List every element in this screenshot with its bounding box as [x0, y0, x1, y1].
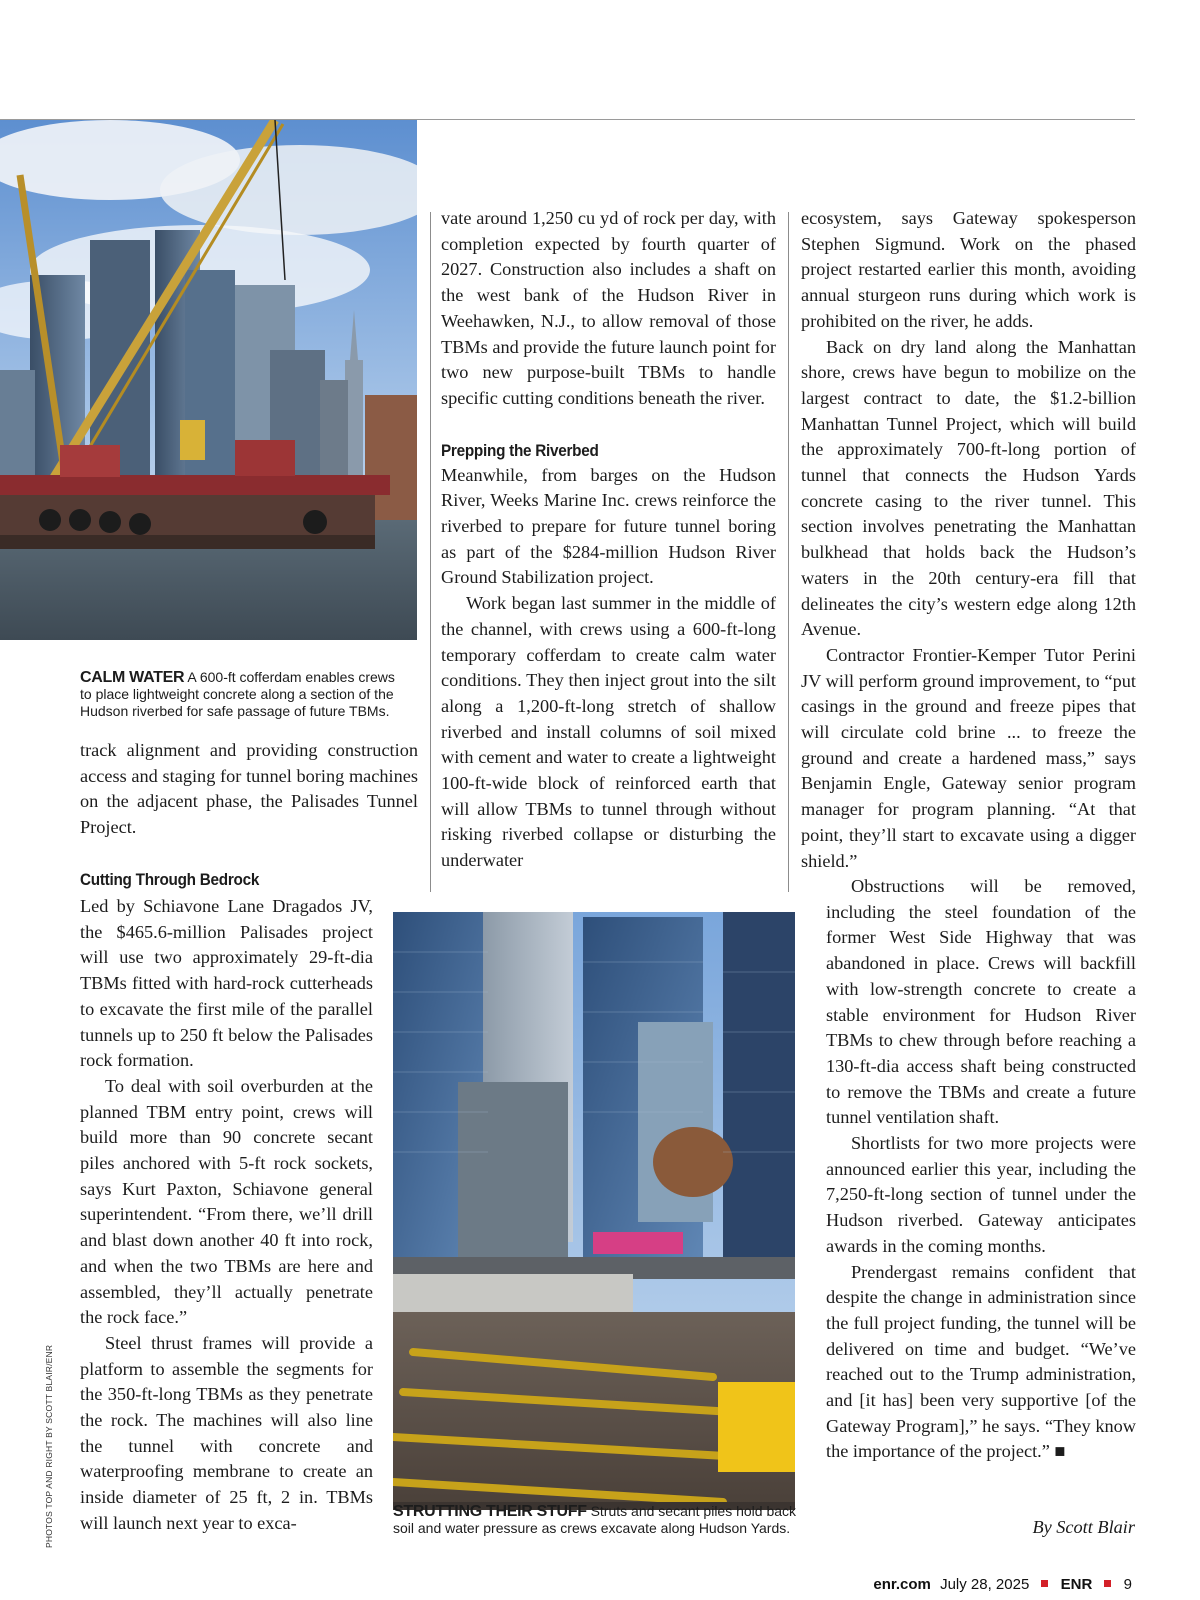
column-1-narrow [80, 894, 373, 1537]
paragraph: Contractor Frontier-Kemper Tutor Perini JV will perform ground improvement, to “put casings in the ground and freeze pipes that will circulate cold brine ... to freeze the ground and create a hardened mass,” says Benjamin Engle, Gateway senior program manager for program planning. “At that point, they’ll start to excavate using a digger shield.” [801, 644, 1136, 871]
photo-strutting-image [393, 912, 795, 1510]
paragraph: To deal with soil overburden at the planned TBM entry point, crews will build more than 90 concrete secant piles anchored with 5-ft rock sockets, says Kurt Paxton, Schiavone general superintendent. “From there, we’ll drill and blast down another 40 ft into rock, and when the two TBMs are here and assembled, they’ll actually penetrate the rock face.” [80, 1075, 373, 1328]
page-number: 9 [1123, 1576, 1132, 1593]
caption-strutting [393, 1503, 813, 1537]
paragraph: Back on dry land along the Manhattan shore, crews have begun to mobilize on the largest contract to date, the $1.2-billion Manhattan Tunnel Project, which will build the approximately 700-ft-long portion of tunnel that connects the Hudson Yards concrete casing to the river tunnel. This section involves penetrating the Manhattan bulkhead that holds back the Hudson’s waters in the 20th century-era fill that delineates the city’s western edge along 12th Avenue. [801, 336, 1136, 640]
paragraph: Work began last summer in the middle of the channel, with crews using a 600-ft-long temporary cofferdam to create calm water conditions. They then inject grout into the silt along a 1,200-ft-long stretch of shallow riverbed and install columns of soil mixed with cement and water to create a lightweight 100-ft-wide block of reinforced earth that will allow TBMs to tunnel through without risking riverbed collapse or disturbing the underwater [441, 593, 776, 871]
caption-text: Struts and secant piles hold back soil and water pressure as crews excavate along Hudson Yards. [393, 1503, 797, 1536]
square-bullet-icon [1041, 1580, 1048, 1587]
paragraph: Obstructions will be removed, including the steel foundation of the former West Side Highway that was abandoned in place. Crews will backfill with low-strength concrete to create a stable environment for Hudson River TBMs to chew through before reaching a 130-ft-dia access shaft being constructed to remove the TBMs and create a future tunnel ventilation shaft. [826, 876, 1136, 1128]
paragraph: Prendergast remains confident that despite the change in administration since the full project funding, the tunnel will be delivered on time and budget. “We’ve reached out to the Trump administration, and [it has] been very supportive [of the Gateway Program],” he says. “They know the importance of the project.” ■ [826, 1261, 1136, 1462]
column-3 [801, 206, 1136, 874]
paragraph: Meanwhile, from barges on the Hudson River, Weeks Marine Inc. crews reinforce the riverbed to prepare for future tunnel boring as part of the $284-million Hudson River Ground Stabilization project. [441, 464, 776, 588]
paragraph: track alignment and providing construction access and staging for tunnel boring machines on the adjacent phase, the Palisades Tunnel Project. [80, 740, 418, 838]
subhead-prepping-the-riverbed: Prepping the Riverbed [441, 440, 599, 460]
caption-kicker: STRUTTING THEIR STUFF [393, 1503, 587, 1520]
photo-calm-water [0, 120, 417, 640]
column-3-narrow [826, 874, 1136, 1465]
page-footer [873, 1576, 1132, 1593]
paragraph: vate around 1,250 cu yd of rock per day, with completion expected by fourth quarter of 2027. Construction also includes a shaft on the west bank of the Hudson River in Weehawken, N.J., to allow removal of those TBMs and provide the future launch point for two new purpose-built TBMs to handle specific cutting conditions beneath the river. [441, 208, 776, 408]
paragraph: Steel thrust frames will provide a platform to assemble the segments for the 350-ft-long TBMs as they penetrate the rock. The machines will also line the tunnel with concrete and waterproofing membrane to create an inside diameter of 25 ft, 2 in. TBMs will launch next year to exca- [80, 1332, 373, 1533]
photo-calm-water-image [0, 120, 417, 640]
footer-magazine: ENR [1060, 1576, 1093, 1593]
caption-text: A 600-ft cofferdam enables crews to place lightweight concrete along a section of the Hudson riverbed for safe passage of future TBMs. [80, 669, 395, 719]
column-2 [441, 206, 776, 874]
column-1 [80, 738, 418, 892]
footer-date: July 28, 2025 [940, 1576, 1030, 1593]
column-divider [430, 212, 431, 892]
column-divider [788, 212, 789, 892]
byline: By Scott Blair [1032, 1517, 1135, 1537]
caption-kicker: CALM WATER [80, 669, 185, 686]
paragraph: Led by Schiavone Lane Dragados JV, the $465.6-million Palisades project will use two approximately 29-ft-dia TBMs fitted with hard-rock cutterheads to excavate the first mile of the parallel tunnels up to 250 ft below the Palisades rock formation. [80, 896, 373, 1071]
square-bullet-icon [1104, 1580, 1111, 1587]
photo-credit: PHOTOS TOP AND RIGHT BY SCOTT BLAIR/ENR [44, 1344, 54, 1548]
caption-calm-water [80, 669, 404, 720]
paragraph: ecosystem, says Gateway spokesperson Stephen Sigmund. Work on the phased project restarted earlier this month, avoiding annual sturgeon runs during which work is prohibited on the river, he adds. [801, 208, 1136, 331]
photo-strutting [393, 912, 795, 1510]
footer-site: enr.com [873, 1576, 931, 1593]
subhead-cutting-through-bedrock: Cutting Through Bedrock [80, 869, 260, 889]
paragraph: Shortlists for two more projects were announced earlier this year, including the 7,250-ft-long section of tunnel under the Hudson riverbed. Gateway anticipates awards in the coming months. [826, 1133, 1136, 1256]
